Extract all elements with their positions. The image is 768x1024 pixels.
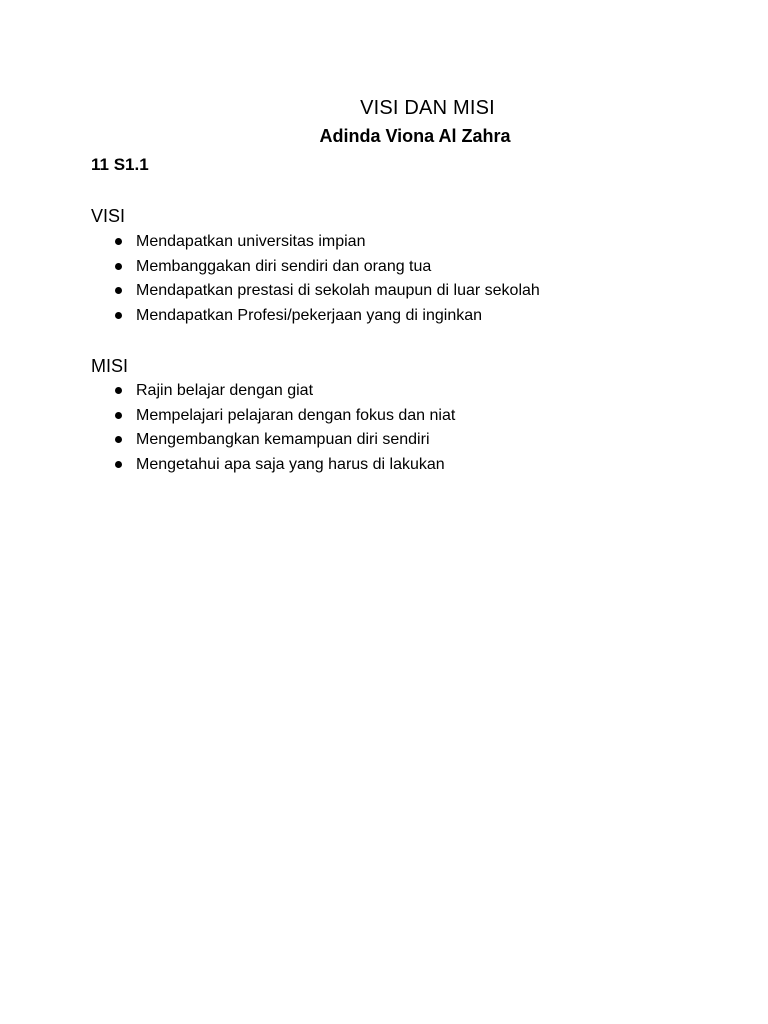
list-item-text: Mengembangkan kemampuan diri sendiri	[136, 431, 430, 449]
bullet-dot-icon	[115, 263, 122, 270]
page-title: VISI DAN MISI	[360, 97, 495, 119]
author-name: Adinda Viona Al Zahra	[319, 126, 511, 146]
visi-list	[113, 230, 540, 329]
bullet-dot-icon	[115, 412, 122, 419]
list-item	[113, 304, 540, 329]
list-item-text: Mendapatkan universitas impian	[136, 233, 366, 250]
misi-heading: MISI	[91, 356, 129, 376]
visi-heading: VISI	[91, 206, 126, 226]
bullet-dot-icon	[115, 461, 122, 468]
bullet-dot-icon	[115, 287, 122, 294]
list-item-text: Rajin belajar dengan giat	[136, 382, 314, 399]
bullet-dot-icon	[115, 312, 122, 319]
list-item	[113, 379, 455, 404]
list-item	[113, 404, 455, 429]
bullet-dot-icon	[115, 238, 122, 245]
list-item	[113, 428, 455, 453]
list-item-text: Mendapatkan prestasi di sekolah maupun di luar sekolah	[136, 282, 540, 300]
list-item	[113, 255, 540, 280]
list-item	[113, 453, 455, 478]
list-item-text: Membanggakan diri sendiri dan orang tua	[136, 257, 432, 275]
bullet-dot-icon	[115, 387, 122, 394]
misi-list	[113, 379, 455, 478]
list-item-text: Mengetahui apa saja yang harus di lakukan	[136, 456, 445, 474]
list-item-text: Mendapatkan Profesi/pekerjaan yang di inginkan	[136, 307, 483, 325]
class-label: 11 S1.1	[91, 155, 149, 174]
list-item-text: Mempelajari pelajaran dengan fokus dan niat	[136, 406, 456, 424]
list-item	[113, 230, 540, 255]
bullet-dot-icon	[115, 436, 122, 443]
list-item	[113, 279, 540, 304]
